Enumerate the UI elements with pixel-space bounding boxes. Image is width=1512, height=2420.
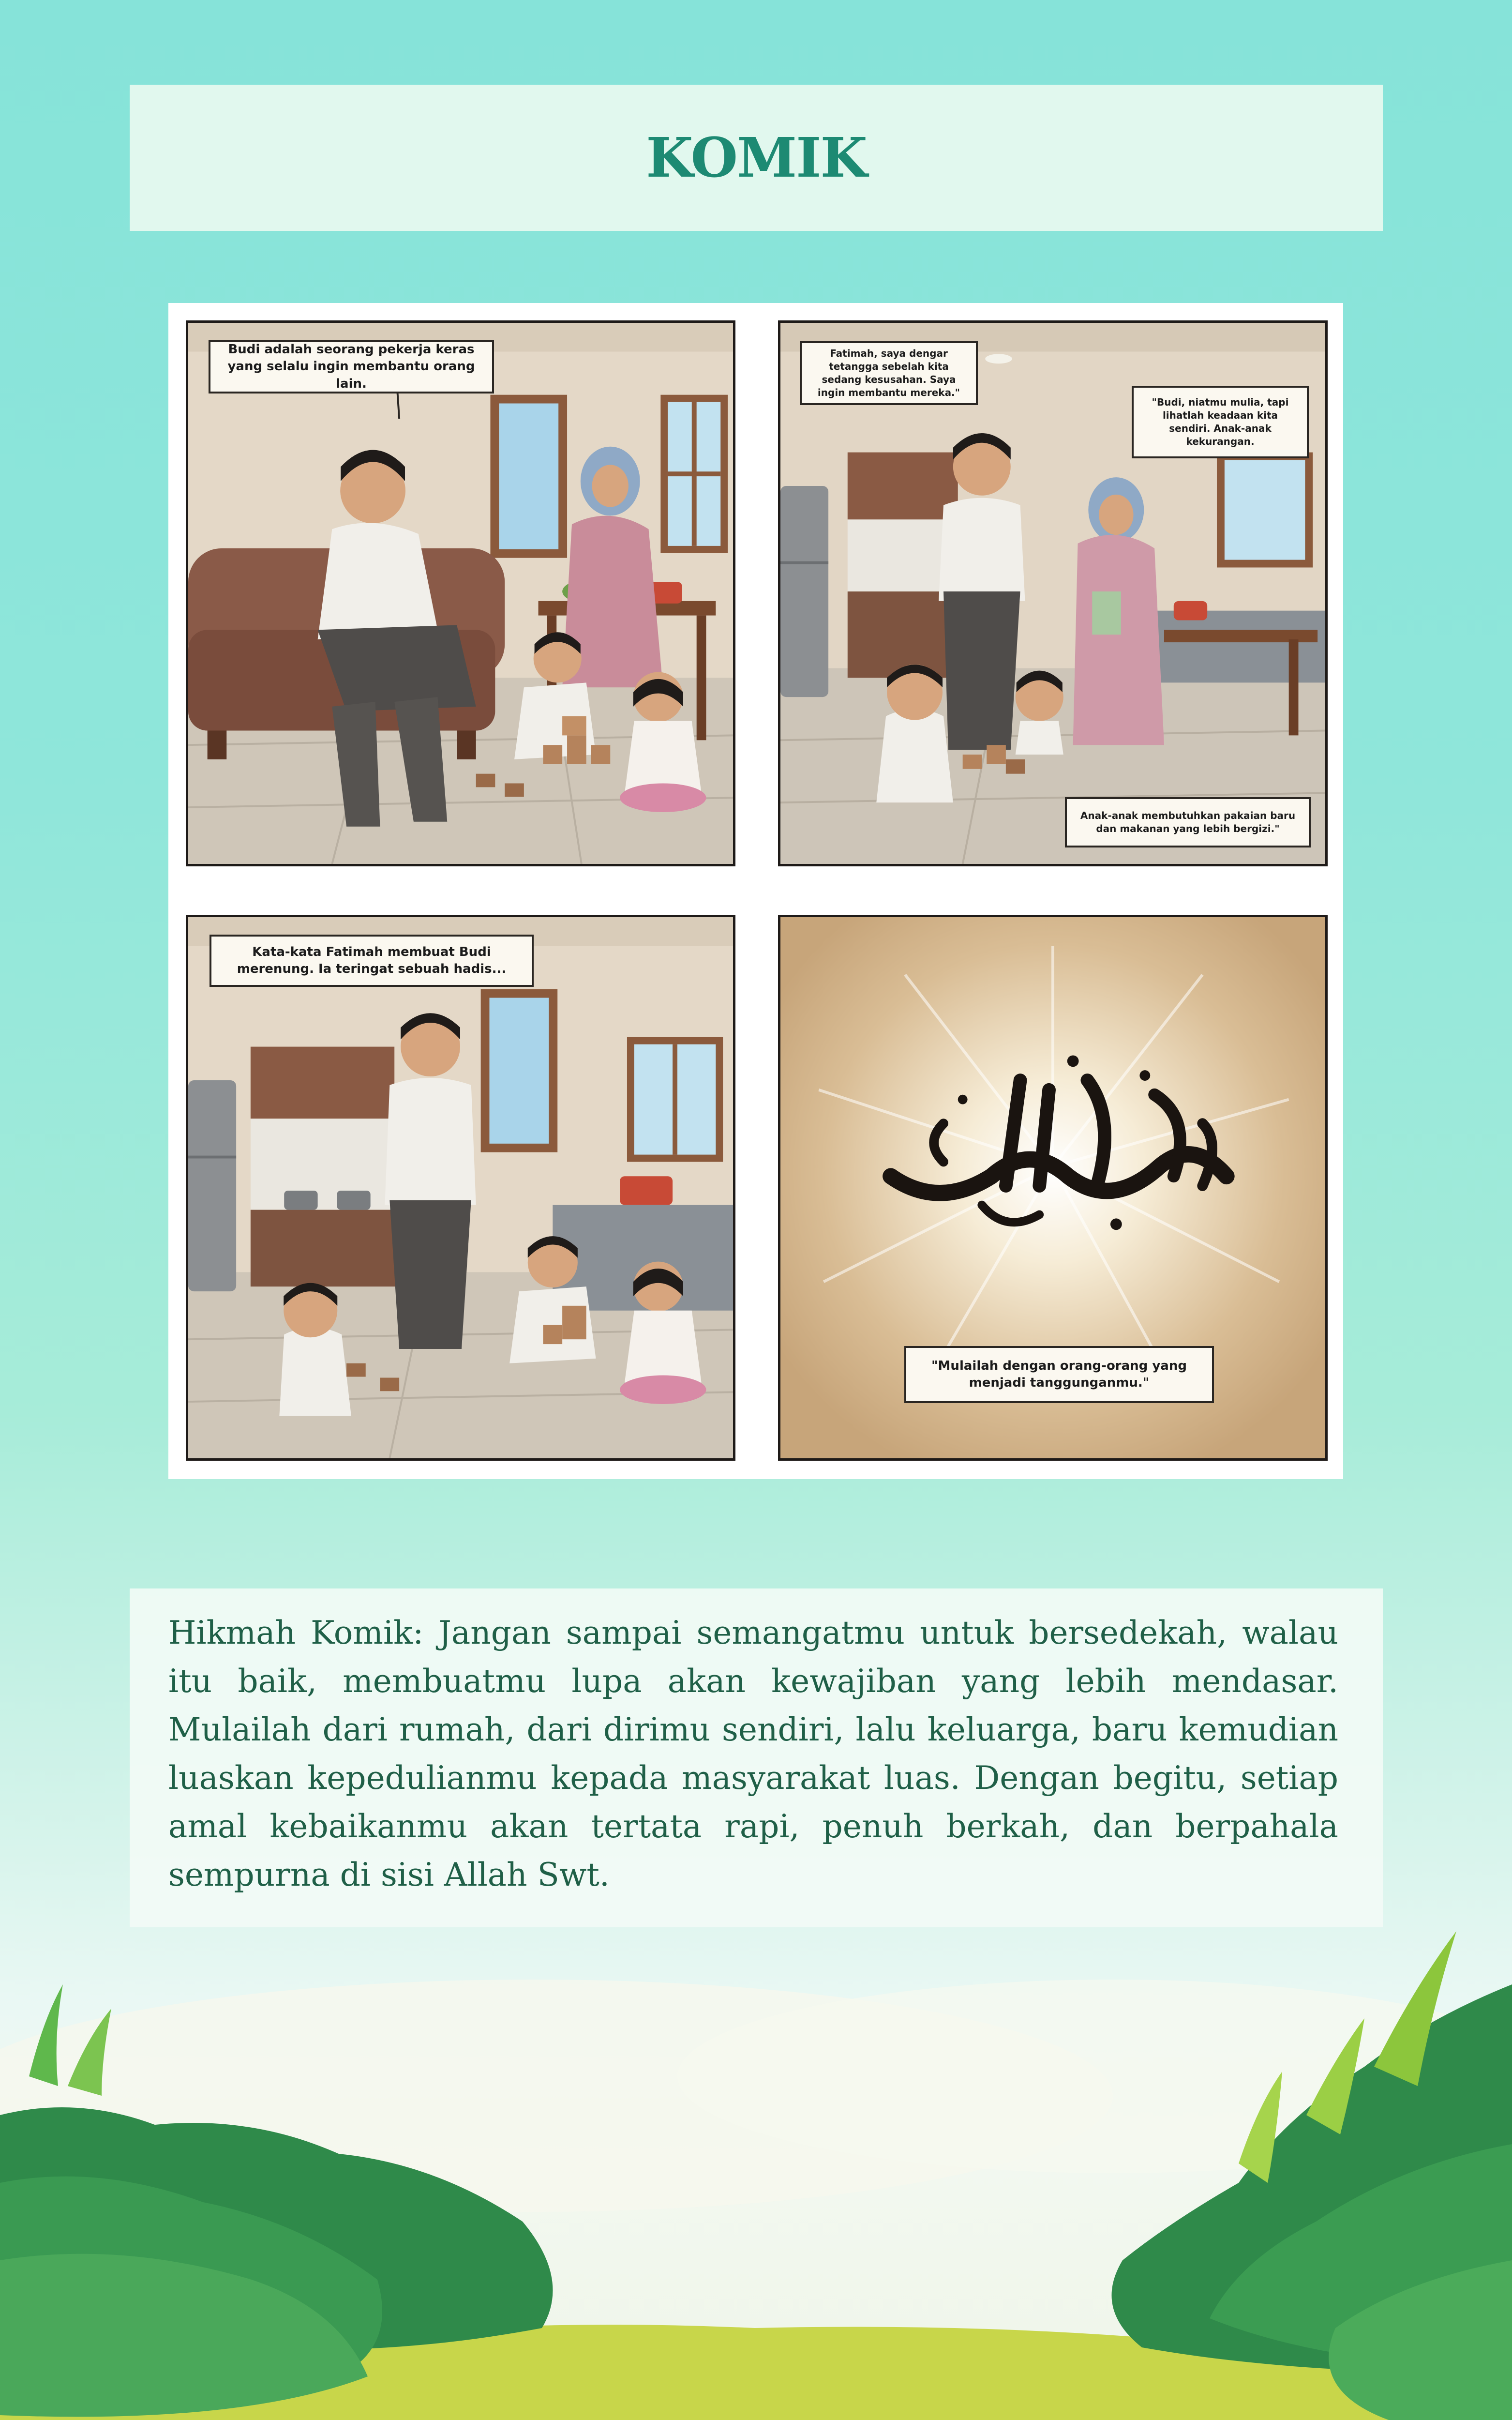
comic-panel-1 <box>186 320 735 866</box>
comic-panel-2 <box>778 320 1328 866</box>
lesson-box <box>130 1588 1383 1927</box>
page-title: KOMIK <box>646 126 867 190</box>
comic-panel-3 <box>186 915 735 1461</box>
comic-strip <box>168 303 1343 1479</box>
speech-bubble: Anak-anak membutuhkan pakaian baru dan makanan yang lebih bergizi." <box>1065 797 1311 847</box>
speech-bubble: Kata-kata Fatimah membuat Budi merenung. Ia teringat sebuah hadis... <box>210 935 534 987</box>
landscape-illustration <box>0 1912 1512 2420</box>
speech-bubble: Budi adalah seorang pekerja keras yang selalu ingin membantu orang lain. <box>209 340 494 393</box>
panel-3-illustration <box>188 917 733 1458</box>
comic-panel-4 <box>778 915 1328 1461</box>
lesson-text: Hikmah Komik: Jangan sampai semangatmu untuk bersedekah, walau itu baik, membuatmu lupa akan kewajiban yang lebih mendasar. Mulailah dari rumah, dari dirimu sendiri, lalu keluarga, baru kemudian luaskan kepedulianmu kepada masyarakat luas. Dengan begitu, setiap amal kebaikanmu akan tertata rapi, penuh berkah, dan berpahala sempurna di sisi Allah Swt. <box>168 1614 1338 1893</box>
speech-bubble: "Budi, niatmu mulia, tapi lihatlah keadaan kita sendiri. Anak-anak kekurangan. <box>1132 386 1309 458</box>
panel-1-illustration <box>188 323 733 864</box>
title-banner <box>130 85 1383 231</box>
speech-bubble: Fatimah, saya dengar tetangga sebelah kita sedang kesusahan. Saya ingin membantu mereka." <box>800 341 978 405</box>
speech-bubble: "Mulailah dengan orang-orang yang menjadi tanggunganmu." <box>904 1346 1214 1403</box>
